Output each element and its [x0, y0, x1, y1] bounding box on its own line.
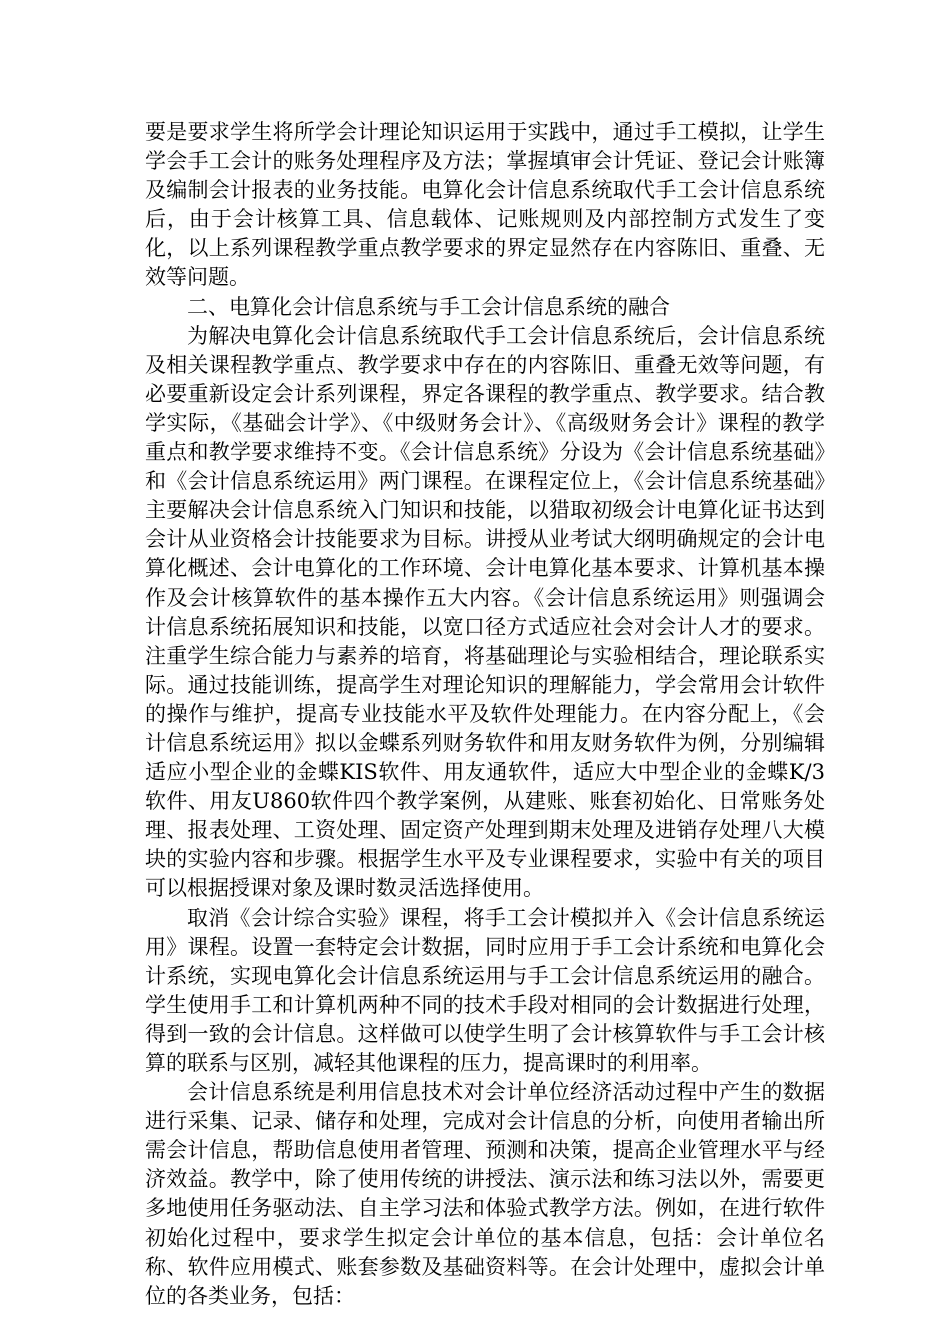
paragraph-system-definition: 会计信息系统是利用信息技术对会计单位经济活动过程中产生的数据进行采集、记录、储存和处理，完成对会计信息的分析，向使用者输出所需会计信息，帮助信息使用者管理、预测和决策，提高企业管理水平与经济效益。教学中，除了使用传统的讲授法、演示法和练习法以外，需要更多地使用任务驱动法、自主学习法和体验式教学方法。例如，在进行软件初始化过程中，要求学生拟定会计单位的基本信息，包括：会计单位名称、软件应用模式、账套参数及基础资料等。在会计处理中，虚拟会计单位的各类业务，包括： [145, 1080, 825, 1308]
document-body [145, 118, 825, 1311]
paragraph-course-redesign: 为解决电算化会计信息系统取代手工会计信息系统后，会计信息系统及相关课程教学重点、教学要求中存在的内容陈旧、重叠无效等问题，有必要重新设定会计系列课程，界定各课程的教学重点、教学要求。结合教学实际，《基础会计学》、《中级财务会计》、《高级财务会计》课程的教学重点和教学要求维持不变。《会计信息系统》分设为《会计信息系统基础》和《会计信息系统运用》两门课程。在课程定位上，《会计信息系统基础》主要解决会计信息系统入门知识和技能，以猎取初级会计电算化证书达到会计从业资格会计技能要求为目标。讲授从业考试大纲明确规定的会计电算化概述、会计电算化的工作环境、会计电算化基本要求、计算机基本操作及会计核算软件的基本操作五大内容。《会计信息系统运用》则强调会计信息系统拓展知识和技能，以宽口径方式适应社会对会计人才的要求。注重学生综合能力与素养的培育，将基础理论与实验相结合，理论联系实际。通过技能训练，提高学生对理论知识的理解能力，学会常用会计软件的操作与维护，提高专业技能水平及软件处理能力。在内容分配上，《会计信息系统运用》拟以金蝶系列财务软件和用友财务软件为例，分别编辑适应小型企业的金蝶KIS软件、用友通软件，适应大中型企业的金蝶K/3软件、用友U860软件四个教学案例，从建账、账套初始化、日常账务处理、报表处理、工资处理、固定资产处理到期末处理及进销存处理八大模块的实验内容和步骤。根据学生水平及专业课程要求，实验中有关的项目可以根据授课对象及课时数灵活选择使用。 [145, 323, 825, 901]
paragraph-continuation: 要是要求学生将所学会计理论知识运用于实践中，通过手工模拟，让学生学会手工会计的账务处理程序及方法；掌握填审会计凭证、登记会计账簿及编制会计报表的业务技能。电算化会计信息系统取代手工会计信息系统后，由于会计核算工具、信息载体、记账规则及内部控制方式发生了变化，以上系列课程教学重点教学要求的界定显然存在内容陈旧、重叠、无效等问题。 [145, 120, 825, 290]
section-heading: 二、电算化会计信息系统与手工会计信息系统的融合 [187, 294, 670, 319]
paragraph-cancel-experiment: 取消《会计综合实验》课程，将手工会计模拟并入《会计信息系统运用》课程。设置一套特定会计数据，同时应用于手工会计系统和电算化会计系统，实现电算化会计信息系统运用与手工会计信息系统运用的融合。学生使用手工和计算机两种不同的技术手段对相同的会计数据进行处理，得到一致的会计信息。这样做可以使学生明了会计核算软件与手工会计核算的联系与区别，减轻其他课程的压力，提高课时的利用率。 [145, 905, 825, 1075]
